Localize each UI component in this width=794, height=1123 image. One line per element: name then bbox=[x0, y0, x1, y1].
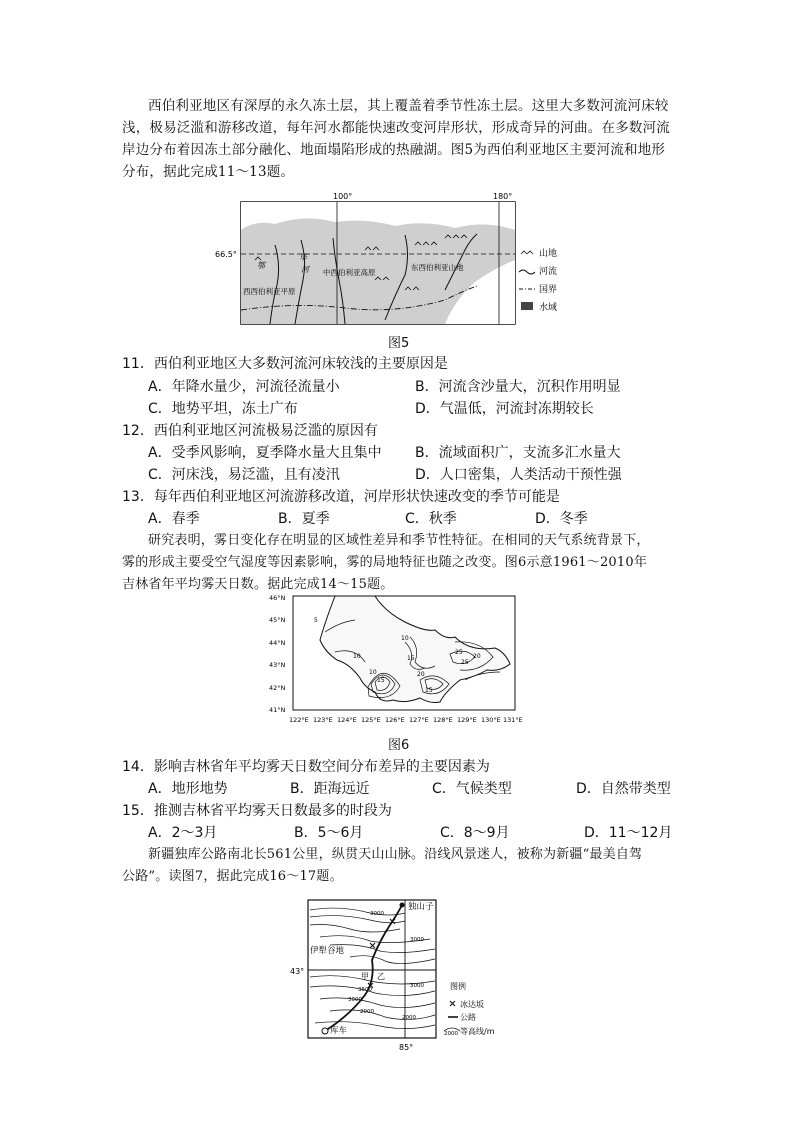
legend-contour: 等高线/m bbox=[460, 1027, 495, 1036]
figure-7-legend bbox=[444, 981, 495, 1037]
legend-water: 水域 bbox=[539, 303, 558, 313]
kuche-label: 库车 bbox=[330, 1026, 348, 1036]
q14-option-c: C．气候类型 bbox=[432, 781, 512, 797]
fig6-lon-label: 127°E bbox=[409, 716, 429, 724]
fig6-lat-label: 43°N bbox=[269, 661, 286, 669]
lat-66-5-label: 66.5° bbox=[215, 250, 237, 259]
fig6-lat-axis bbox=[269, 594, 286, 714]
contour-label: 10 bbox=[369, 669, 377, 676]
contour-label: 10 bbox=[353, 653, 361, 660]
contour-label: 5 bbox=[314, 617, 318, 624]
intro3-line1: 新疆独库公路南北长561公里，纵贯天山山脉。沿线风景迷人，被称为新疆“最美自驾 bbox=[148, 847, 643, 862]
legend-contour-value: 2000 bbox=[444, 1031, 458, 1037]
figure-5-siberia-map bbox=[215, 190, 595, 330]
legend-mountain: 山地 bbox=[539, 249, 558, 259]
q11-option-a: A．年降水量少，河流径流量小 bbox=[148, 379, 340, 395]
legend-pass: 冰达坂 bbox=[460, 1000, 484, 1009]
lon-180-label: 180° bbox=[493, 192, 513, 201]
intro1-line4: 分布，据此完成11～13题。 bbox=[122, 164, 295, 180]
q14-option-d: D．自然带类型 bbox=[576, 781, 671, 797]
q14-stem: 14．影响吉林省年平均雾天日数空间分布差异的主要因素为 bbox=[122, 759, 490, 775]
fig6-lon-label: 126°E bbox=[385, 716, 405, 724]
legend-border: 国界 bbox=[539, 285, 558, 295]
fig6-lon-label: 125°E bbox=[361, 716, 381, 724]
contour-label: 20 bbox=[417, 671, 425, 678]
point-jia-label: 甲 bbox=[361, 972, 369, 981]
lat-43-label: 43° bbox=[290, 967, 305, 976]
west-siberian-plain-label: 西西伯利亚平原 bbox=[243, 287, 296, 296]
yili-valley-label: 伊犁谷地 bbox=[310, 946, 345, 956]
legend-river: 河流 bbox=[539, 267, 558, 277]
intro2-line3: 吉林省年平均雾天日数。据此完成14～15题。 bbox=[122, 577, 394, 592]
q13-option-d: D．冬季 bbox=[535, 511, 588, 527]
fig6-lon-label: 131°E bbox=[503, 716, 523, 724]
contour-label: 15 bbox=[377, 677, 385, 684]
fig6-lat-label: 41°N bbox=[269, 706, 286, 714]
fig6-lon-label: 123°E bbox=[313, 716, 333, 724]
point-yi-label: 乙 bbox=[377, 972, 385, 981]
east-siberian-mountains-label: 东西伯利亚山地 bbox=[411, 263, 464, 272]
intro-paragraph-1 bbox=[148, 95, 676, 117]
q12-option-d: D．人口密集，人类活动干预性强 bbox=[415, 467, 622, 483]
contour-label: 25 bbox=[455, 649, 463, 656]
lon-100-label: 100° bbox=[333, 192, 353, 201]
water-icon bbox=[521, 302, 533, 310]
fig6-lat-label: 44°N bbox=[269, 639, 286, 647]
contour-label: 15 bbox=[407, 655, 415, 662]
contour-label: 3000 bbox=[348, 997, 362, 1003]
fig6-lon-label: 128°E bbox=[433, 716, 453, 724]
q12-option-c: C．河床浅，易泛滥，且有凌汛 bbox=[148, 467, 340, 483]
q12-stem: 12．西伯利亚地区河流极易泛滥的原因有 bbox=[122, 423, 378, 439]
fig6-lon-label: 122°E bbox=[289, 716, 309, 724]
figure-7-duku-highway-map bbox=[290, 895, 520, 1055]
q15-option-d: D．11～12月 bbox=[584, 825, 673, 841]
contour-label: 25 bbox=[461, 659, 469, 666]
intro3-line2: 公路”。读图7，据此完成16～17题。 bbox=[122, 869, 343, 884]
kuche-marker bbox=[322, 1028, 328, 1034]
legend-title: 图例 bbox=[450, 982, 466, 991]
q12-option-b: B．流域面积广，支流多汇水量大 bbox=[415, 445, 621, 461]
contour-label: 2000 bbox=[360, 1009, 374, 1015]
figure-6-jilin-fog-map bbox=[265, 592, 525, 732]
intro1-line2: 浅，极易泛滥和游移改道，每年河水都能快速改变河岸形状，形成奇异的河曲。在多数河流 bbox=[122, 120, 670, 136]
legend-road: 公路 bbox=[460, 1013, 476, 1022]
contour-label: 15 bbox=[425, 687, 433, 694]
fig6-lat-label: 42°N bbox=[269, 684, 286, 692]
q14-option-b: B．距海远近 bbox=[290, 781, 370, 797]
lon-85-label: 85° bbox=[399, 1043, 414, 1052]
ice-pass-legend-icon bbox=[450, 1001, 455, 1006]
fig6-lon-label: 129°E bbox=[457, 716, 477, 724]
fig6-lon-axis bbox=[289, 716, 523, 724]
q13-option-c: C．秋季 bbox=[405, 511, 457, 527]
contour-label: 3000 bbox=[410, 983, 424, 989]
fig6-lon-label: 124°E bbox=[337, 716, 357, 724]
q11-option-b: B．河流含沙量大，沉积作用明显 bbox=[415, 379, 621, 395]
contour-label: 2000 bbox=[402, 1015, 416, 1021]
river-icon bbox=[519, 270, 535, 274]
intro1-rest bbox=[122, 117, 682, 183]
intro2-rest bbox=[122, 552, 682, 596]
central-siberian-plateau-label: 中西伯利亚高原 bbox=[323, 268, 376, 277]
contour-label: 10 bbox=[401, 635, 409, 642]
dushanzi-label: 独山子 bbox=[408, 902, 434, 912]
q13-option-b: B．夏季 bbox=[278, 511, 330, 527]
intro1-line1: 西伯利亚地区有深厚的永久冻土层，其上覆盖着季节性冻土层。这里大多数河流河床较 bbox=[148, 98, 669, 114]
contour-label: 20 bbox=[473, 653, 481, 660]
q11-stem: 11．西伯利亚地区大多数河流河床较浅的主要原因是 bbox=[122, 356, 448, 372]
intro1-line3: 岸边分布着因冻土部分融化、地面塌陷形成的热融湖。图5为西伯利亚地区主要河流和地形 bbox=[122, 142, 666, 158]
intro2-line1: 研究表明，雾日变化存在明显的区域性差异和季节性特征。在相同的天气系统背景下， bbox=[148, 533, 650, 548]
q11-option-c: C．地势平坦，冻土广布 bbox=[148, 401, 298, 417]
figure-5-legend bbox=[519, 247, 557, 313]
q15-stem: 15．推测吉林省平均雾天日数最多的时段为 bbox=[122, 803, 392, 819]
q11-option-d: D．气温低，河流封冻期较长 bbox=[415, 401, 594, 417]
q15-option-c: C．8～9月 bbox=[440, 825, 510, 841]
q15-option-a: A．2～3月 bbox=[148, 825, 218, 841]
contour-label: 3000 bbox=[410, 937, 424, 943]
fig6-lat-label: 45°N bbox=[269, 616, 286, 624]
bi-label: 毕 bbox=[299, 253, 307, 262]
dushanzi-marker bbox=[400, 903, 405, 908]
q14-option-a: A．地形地势 bbox=[148, 781, 228, 797]
ob-label: 鄂 bbox=[257, 261, 265, 270]
q12-option-a: A．受季风影响，夏季降水量大且集中 bbox=[148, 445, 382, 461]
figure-5-caption: 图5 bbox=[388, 336, 410, 351]
q15-option-b: B．5～6月 bbox=[294, 825, 364, 841]
mountain-icon bbox=[521, 251, 533, 254]
contour-label: 3500 bbox=[358, 987, 372, 993]
fig6-lon-label: 130°E bbox=[481, 716, 501, 724]
he-label: 河 bbox=[301, 265, 309, 274]
fig6-lat-label: 46°N bbox=[269, 594, 286, 602]
contour-label: 3000 bbox=[370, 911, 384, 917]
intro2-line2: 雾的形成主要受空气湿度等因素影响，雾的局地特征也随之改变。图6示意1961～2010年 bbox=[122, 555, 648, 570]
q13-option-a: A．春季 bbox=[148, 511, 200, 527]
q13-stem: 13．每年西伯利亚地区河流游移改道，河岸形状快速改变的季节可能是 bbox=[122, 489, 560, 505]
figure-6-caption: 图6 bbox=[388, 738, 410, 753]
